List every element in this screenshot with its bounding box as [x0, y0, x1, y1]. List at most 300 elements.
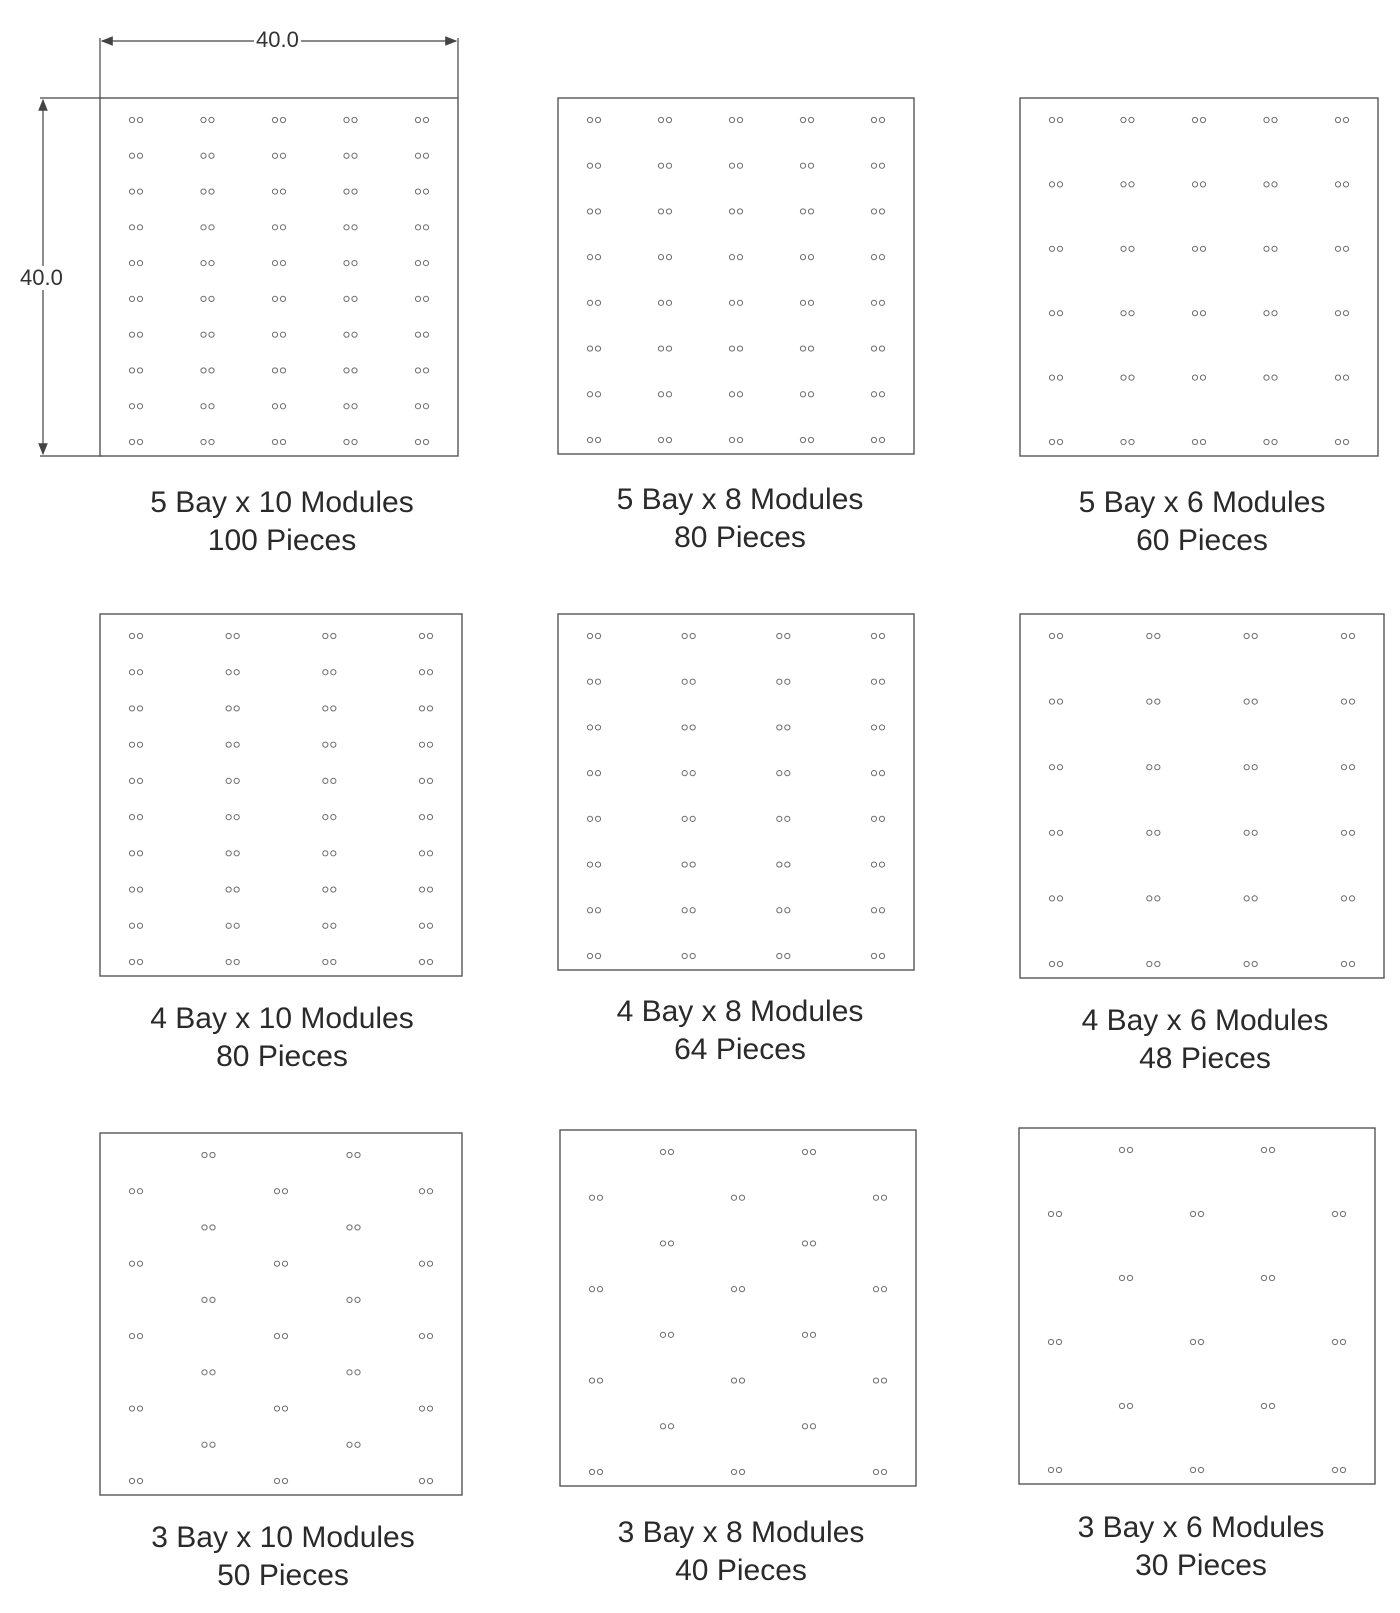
panel-p8 [560, 1130, 916, 1486]
module-marker [871, 163, 884, 168]
module-marker [419, 706, 432, 711]
module-marker [201, 368, 214, 373]
module-marker [873, 1378, 886, 1383]
caption-4bay-8mod [560, 993, 920, 1069]
height-dimension-label: 40.0 [20, 265, 63, 290]
caption-line-2: 60 Pieces [1136, 524, 1268, 557]
module-marker [344, 296, 357, 301]
module-marker [873, 1469, 886, 1474]
module-marker [1261, 1275, 1274, 1280]
module-marker [1192, 311, 1205, 316]
module-marker [129, 742, 142, 747]
module-marker [415, 261, 428, 266]
module-marker [731, 1469, 744, 1474]
module-marker [587, 300, 600, 305]
panel-p7 [100, 1133, 462, 1495]
module-marker [777, 908, 790, 913]
module-marker [871, 862, 884, 867]
module-marker [658, 163, 671, 168]
caption-4bay-10mod [102, 1000, 462, 1076]
module-marker [587, 346, 600, 351]
module-marker [344, 368, 357, 373]
module-marker [1121, 117, 1134, 122]
caption-line-1: 3 Bay x 6 Modules [1077, 1511, 1325, 1544]
module-marker [871, 771, 884, 776]
caption-3bay-10mod [103, 1519, 463, 1595]
module-marker [1049, 961, 1062, 966]
module-marker [419, 959, 432, 964]
panel-frame [100, 98, 458, 456]
module-marker [1335, 375, 1348, 380]
module-marker [871, 437, 884, 442]
module-marker [272, 153, 285, 158]
module-marker [587, 437, 600, 442]
module-marker [731, 1195, 744, 1200]
module-marker [1335, 182, 1348, 187]
module-marker [777, 816, 790, 821]
module-marker [419, 742, 432, 747]
module-marker [1049, 765, 1062, 770]
module-marker [658, 255, 671, 260]
module-marker [226, 742, 239, 747]
module-marker [129, 368, 142, 373]
module-marker [729, 392, 742, 397]
module-marker [587, 908, 600, 913]
module-marker [129, 1189, 142, 1194]
module-marker [587, 679, 600, 684]
module-marker [1244, 633, 1257, 638]
module-marker [587, 392, 600, 397]
module-marker [873, 1287, 886, 1292]
caption-line-2: 40 Pieces [675, 1554, 807, 1587]
module-marker [871, 117, 884, 122]
module-marker [1244, 699, 1257, 704]
module-marker [777, 953, 790, 958]
module-marker [1332, 1339, 1345, 1344]
module-marker [201, 439, 214, 444]
panel-frame [558, 98, 914, 454]
module-marker [660, 1424, 673, 1429]
module-marker [587, 725, 600, 730]
module-marker [587, 953, 600, 958]
module-marker [660, 1332, 673, 1337]
module-marker [347, 1442, 360, 1447]
module-marker [871, 816, 884, 821]
module-marker [1121, 439, 1134, 444]
module-marker [201, 189, 214, 194]
module-marker [226, 670, 239, 675]
module-marker [587, 117, 600, 122]
module-marker [129, 404, 142, 409]
module-marker [415, 368, 428, 373]
module-marker [729, 300, 742, 305]
module-marker [129, 633, 142, 638]
module-marker [202, 1152, 215, 1157]
module-marker [682, 771, 695, 776]
module-marker [201, 225, 214, 230]
module-marker [323, 851, 336, 856]
module-marker [1244, 961, 1257, 966]
module-marker [729, 117, 742, 122]
caption-line-1: 5 Bay x 6 Modules [1078, 486, 1326, 519]
caption-line-2: 80 Pieces [216, 1040, 348, 1073]
module-marker [777, 771, 790, 776]
module-marker [1049, 375, 1062, 380]
module-marker [129, 261, 142, 266]
module-marker [1147, 961, 1160, 966]
module-marker [226, 851, 239, 856]
module-marker [1244, 830, 1257, 835]
module-marker [226, 633, 239, 638]
module-marker [1119, 1403, 1132, 1408]
module-marker [129, 706, 142, 711]
panel-p2 [558, 98, 914, 454]
module-marker [129, 1261, 142, 1266]
module-marker [1190, 1339, 1203, 1344]
module-marker [1244, 896, 1257, 901]
module-marker [589, 1195, 602, 1200]
module-marker [419, 778, 432, 783]
panel-frame [1020, 614, 1384, 978]
module-marker [1049, 830, 1062, 835]
module-marker [587, 163, 600, 168]
caption-5bay-6mod [1022, 484, 1382, 560]
module-marker [226, 706, 239, 711]
panel-p1 [100, 98, 458, 456]
module-marker [323, 670, 336, 675]
module-marker [419, 1334, 432, 1339]
module-marker [419, 1406, 432, 1411]
caption-line-1: 4 Bay x 6 Modules [1081, 1004, 1329, 1037]
module-marker [323, 959, 336, 964]
module-marker [272, 189, 285, 194]
module-marker [1121, 311, 1134, 316]
caption-5bay-8mod [560, 481, 920, 557]
module-marker [871, 725, 884, 730]
module-marker [201, 332, 214, 337]
module-marker [1147, 765, 1160, 770]
module-marker [871, 392, 884, 397]
module-marker [1261, 1403, 1274, 1408]
module-marker [226, 887, 239, 892]
module-marker [202, 1297, 215, 1302]
module-marker [589, 1469, 602, 1474]
module-marker [272, 439, 285, 444]
module-marker [729, 163, 742, 168]
module-marker [415, 439, 428, 444]
module-marker [682, 633, 695, 638]
module-marker [274, 1261, 287, 1266]
module-marker [201, 153, 214, 158]
module-marker [323, 633, 336, 638]
module-marker [344, 332, 357, 337]
module-marker [682, 908, 695, 913]
module-marker [129, 439, 142, 444]
module-marker [415, 296, 428, 301]
module-marker [658, 392, 671, 397]
module-marker [129, 670, 142, 675]
module-marker [129, 923, 142, 928]
module-marker [1335, 117, 1348, 122]
module-marker [777, 633, 790, 638]
caption-line-2: 100 Pieces [207, 524, 357, 557]
module-marker [1147, 699, 1160, 704]
module-marker [415, 117, 428, 122]
module-marker [226, 959, 239, 964]
module-marker [344, 189, 357, 194]
panel-frame [558, 614, 914, 970]
module-marker [274, 1406, 287, 1411]
module-marker [272, 261, 285, 266]
module-marker [129, 189, 142, 194]
module-marker [129, 225, 142, 230]
module-marker [129, 117, 142, 122]
module-marker [1049, 117, 1062, 122]
module-marker [274, 1334, 287, 1339]
module-marker [802, 1149, 815, 1154]
module-marker [129, 959, 142, 964]
module-marker [272, 296, 285, 301]
module-marker [800, 255, 813, 260]
module-marker [800, 392, 813, 397]
module-marker [729, 346, 742, 351]
module-marker [272, 404, 285, 409]
module-marker [1261, 1147, 1274, 1152]
module-marker [682, 725, 695, 730]
panel-p3 [1020, 98, 1378, 456]
module-marker [731, 1287, 744, 1292]
module-marker [272, 117, 285, 122]
module-marker [129, 1406, 142, 1411]
dimension-lines [40, 38, 458, 456]
module-marker [1332, 1467, 1345, 1472]
module-marker [1264, 311, 1277, 316]
module-marker [347, 1225, 360, 1230]
module-marker [587, 816, 600, 821]
module-marker [272, 332, 285, 337]
module-marker [344, 261, 357, 266]
module-marker [1341, 830, 1354, 835]
caption-3bay-8mod [561, 1514, 921, 1590]
module-marker [226, 778, 239, 783]
module-marker [1335, 311, 1348, 316]
panel-p4 [100, 614, 462, 976]
module-marker [1244, 765, 1257, 770]
module-marker [1190, 1211, 1203, 1216]
module-marker [1332, 1211, 1345, 1216]
panel-frame [100, 614, 462, 976]
module-marker [1192, 439, 1205, 444]
module-marker [323, 706, 336, 711]
module-marker [201, 117, 214, 122]
module-marker [658, 209, 671, 214]
module-marker [1121, 375, 1134, 380]
module-marker [129, 815, 142, 820]
panel-frame [560, 1130, 916, 1486]
module-marker [1341, 896, 1354, 901]
module-marker [682, 679, 695, 684]
caption-5bay-10mod [102, 484, 462, 560]
panels-layer [100, 98, 1384, 1495]
module-marker [777, 862, 790, 867]
module-marker [347, 1297, 360, 1302]
module-marker [344, 153, 357, 158]
module-marker [129, 332, 142, 337]
panel-frame [1019, 1128, 1375, 1484]
module-marker [344, 225, 357, 230]
module-marker [129, 153, 142, 158]
module-marker [347, 1152, 360, 1157]
module-marker [415, 332, 428, 337]
module-marker [419, 1189, 432, 1194]
caption-line-2: 48 Pieces [1139, 1042, 1271, 1075]
module-marker [1049, 246, 1062, 251]
module-marker [344, 439, 357, 444]
module-marker [1264, 439, 1277, 444]
module-marker [658, 117, 671, 122]
panel-p6 [1020, 614, 1384, 978]
module-marker [419, 1478, 432, 1483]
module-marker [1335, 439, 1348, 444]
panel-frame [1020, 98, 1378, 456]
module-marker [871, 209, 884, 214]
module-marker [658, 346, 671, 351]
caption-line-1: 3 Bay x 10 Modules [151, 1521, 415, 1554]
module-marker [1049, 182, 1062, 187]
module-marker [201, 261, 214, 266]
module-marker [1264, 246, 1277, 251]
module-marker [729, 255, 742, 260]
module-marker [272, 368, 285, 373]
module-marker [226, 923, 239, 928]
module-marker [1341, 961, 1354, 966]
module-marker [1341, 699, 1354, 704]
module-marker [419, 1261, 432, 1266]
module-marker [419, 670, 432, 675]
module-marker [682, 862, 695, 867]
module-marker [802, 1424, 815, 1429]
module-marker [1121, 246, 1134, 251]
module-marker [777, 725, 790, 730]
module-marker [202, 1442, 215, 1447]
module-marker [871, 908, 884, 913]
module-marker [871, 633, 884, 638]
module-marker [1190, 1467, 1203, 1472]
module-marker [587, 771, 600, 776]
module-marker [1192, 246, 1205, 251]
module-marker [344, 117, 357, 122]
module-marker [419, 815, 432, 820]
caption-line-1: 5 Bay x 8 Modules [616, 483, 864, 516]
module-marker [587, 862, 600, 867]
module-marker [1119, 1275, 1132, 1280]
module-marker [202, 1370, 215, 1375]
module-marker [226, 815, 239, 820]
module-marker [729, 209, 742, 214]
module-marker [1049, 699, 1062, 704]
module-marker [587, 633, 600, 638]
module-marker [129, 851, 142, 856]
module-marker [415, 404, 428, 409]
module-marker [682, 816, 695, 821]
module-marker [1341, 765, 1354, 770]
module-marker [800, 209, 813, 214]
module-marker [871, 300, 884, 305]
module-marker [202, 1225, 215, 1230]
module-marker [1147, 830, 1160, 835]
module-marker [274, 1189, 287, 1194]
module-marker [873, 1195, 886, 1200]
module-marker [1264, 375, 1277, 380]
caption-line-2: 50 Pieces [217, 1559, 349, 1592]
module-marker [419, 633, 432, 638]
module-marker [731, 1378, 744, 1383]
module-marker [1341, 633, 1354, 638]
module-marker [201, 404, 214, 409]
caption-line-2: 64 Pieces [674, 1033, 806, 1066]
module-marker [660, 1241, 673, 1246]
module-marker [129, 1478, 142, 1483]
module-marker [1121, 182, 1134, 187]
module-marker [129, 1334, 142, 1339]
module-marker [344, 404, 357, 409]
module-marker [1049, 633, 1062, 638]
module-marker [660, 1149, 673, 1154]
module-marker [419, 923, 432, 928]
module-marker [415, 225, 428, 230]
caption-line-1: 5 Bay x 10 Modules [150, 486, 414, 519]
caption-line-2: 80 Pieces [674, 521, 806, 554]
module-marker [1264, 117, 1277, 122]
caption-line-1: 3 Bay x 8 Modules [617, 1516, 865, 1549]
panel-frame [100, 1133, 462, 1495]
module-marker [274, 1478, 287, 1483]
panel-p9 [1019, 1128, 1375, 1484]
width-dimension-label: 40.0 [256, 27, 299, 52]
module-marker [871, 953, 884, 958]
module-marker [129, 887, 142, 892]
module-marker [1049, 311, 1062, 316]
module-marker [323, 887, 336, 892]
caption-3bay-6mod [1021, 1509, 1381, 1585]
module-marker [1147, 633, 1160, 638]
panel-p5 [558, 614, 914, 970]
module-marker [682, 953, 695, 958]
module-marker [800, 437, 813, 442]
module-marker [871, 679, 884, 684]
module-marker [323, 742, 336, 747]
module-marker [587, 209, 600, 214]
module-marker [871, 255, 884, 260]
module-marker [658, 300, 671, 305]
module-marker [1048, 1467, 1061, 1472]
module-marker [802, 1332, 815, 1337]
module-marker [800, 163, 813, 168]
module-marker [1049, 439, 1062, 444]
module-marker [802, 1241, 815, 1246]
module-marker [589, 1378, 602, 1383]
module-marker [800, 300, 813, 305]
module-marker [800, 117, 813, 122]
module-marker [800, 346, 813, 351]
module-marker [871, 346, 884, 351]
module-marker [1049, 896, 1062, 901]
module-marker [1192, 375, 1205, 380]
caption-line-1: 4 Bay x 10 Modules [150, 1002, 414, 1035]
module-marker [347, 1370, 360, 1375]
module-marker [1335, 246, 1348, 251]
module-marker [1264, 182, 1277, 187]
